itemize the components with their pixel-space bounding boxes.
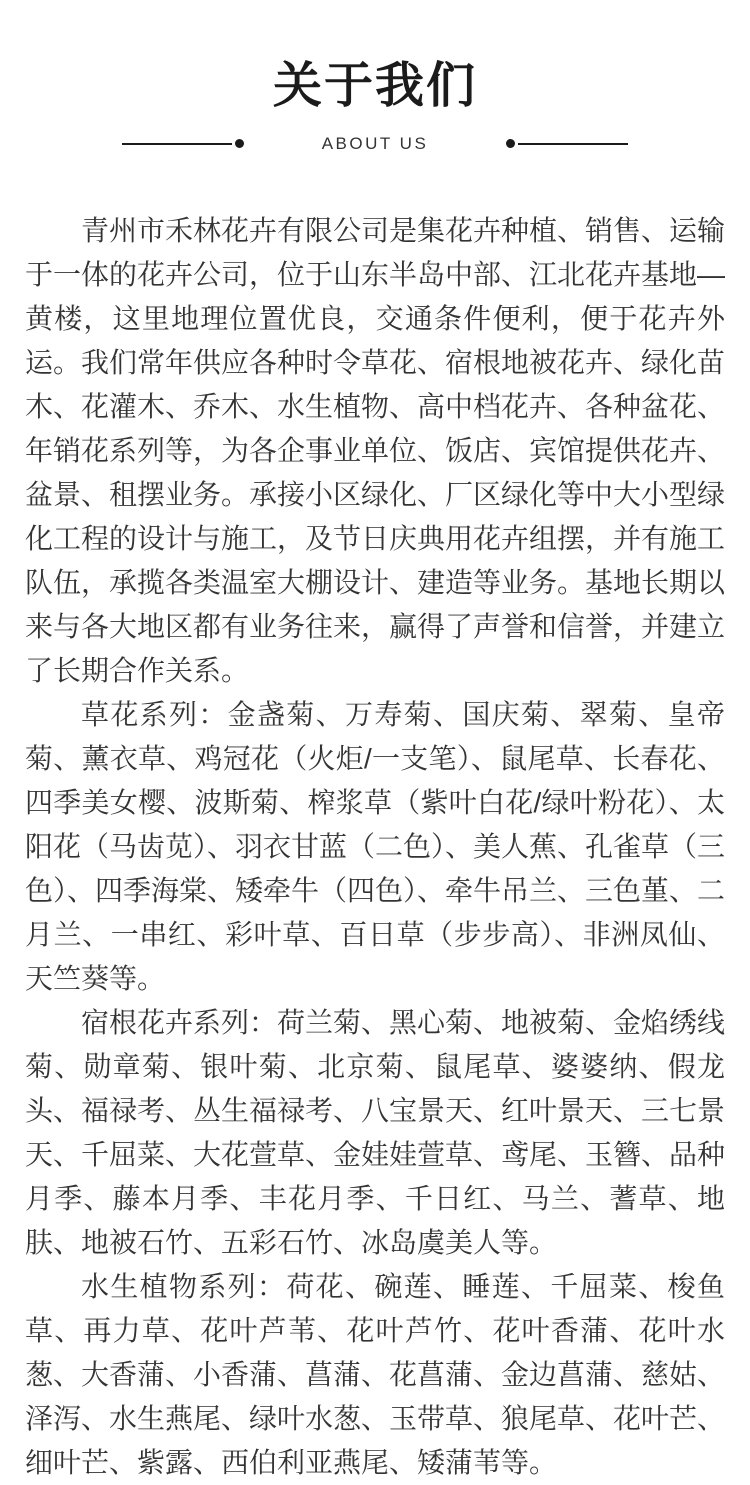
left-decorative-dot bbox=[235, 139, 244, 148]
aquatic-plant-series-paragraph: 水生植物系列：荷花、碗莲、睡莲、千屈菜、梭鱼草、再力草、花叶芦苇、花叶芦竹、花叶香蒲、花叶水葱、大香蒲、小香蒲、菖蒲、花菖蒲、金边菖蒲、慈姑、泽泻、水生燕尾、绿叶水葱、玉带草、狼尾草、花叶芒、细叶芒、紫露、西伯利亚燕尾、矮蒲苇等。 bbox=[25, 1271, 726, 1478]
section-header bbox=[0, 0, 750, 152]
perennial-flower-series-paragraph: 宿根花卉系列：荷兰菊、黑心菊、地被菊、金焰绣线菊、勋章菊、银叶菊、北京菊、鼠尾草、婆婆纳、假龙头、福禄考、丛生福禄考、八宝景天、红叶景天、三七景天、千屈菜、大花萱草、金娃娃萱草、鸢尾、玉簪、品种月季、藤本月季、丰花月季、千日红、马兰、蓍草、地肤、地被石竹、五彩石竹、冰岛虞美人等。 bbox=[25, 1007, 726, 1258]
section-subtitle: ABOUT US bbox=[321, 134, 429, 153]
about-content bbox=[25, 209, 725, 1485]
page-title: 关于我们 bbox=[272, 59, 477, 113]
right-decorative-dot bbox=[506, 139, 515, 148]
right-decorative-line bbox=[518, 143, 628, 145]
subtitle-row bbox=[0, 135, 750, 152]
company-intro-paragraph: 青州市禾林花卉有限公司是集花卉种植、销售、运输于一体的花卉公司，位于山东半岛中部、江北花卉基地—黄楼，这里地理位置优良，交通条件便利，便于花卉外运。我们常年供应各种时令草花、宿根地被花卉、绿化苗木、花灌木、乔木、水生植物、高中档花卉、各种盆花、年销花系列等，为各企事业单位、饭店、宾馆提供花卉、盆景、租摆业务。承接小区绿化、厂区绿化等中大小型绿化工程的设计与施工，及节日庆典用花卉组摆，并有施工队伍，承揽各类温室大棚设计、建造等业务。基地长期以来与各大地区都有业务往来，赢得了声誉和信誉，并建立了长期合作关系。 bbox=[25, 215, 726, 686]
left-decorative-line bbox=[122, 143, 232, 145]
grass-flower-series-paragraph: 草花系列：金盏菊、万寿菊、国庆菊、翠菊、皇帝菊、薰衣草、鸡冠花（火炬/一支笔）、鼠尾草、长春花、四季美女樱、波斯菊、榨浆草（紫叶白花/绿叶粉花）、太阳花（马齿苋）、羽衣甘蓝（二色）、美人蕉、孔雀草（三色）、四季海棠、矮牵牛（四色）、牵牛吊兰、三色堇、二月兰、一串红、彩叶草、百日草（步步高）、非洲凤仙、天竺葵等。 bbox=[25, 699, 726, 994]
